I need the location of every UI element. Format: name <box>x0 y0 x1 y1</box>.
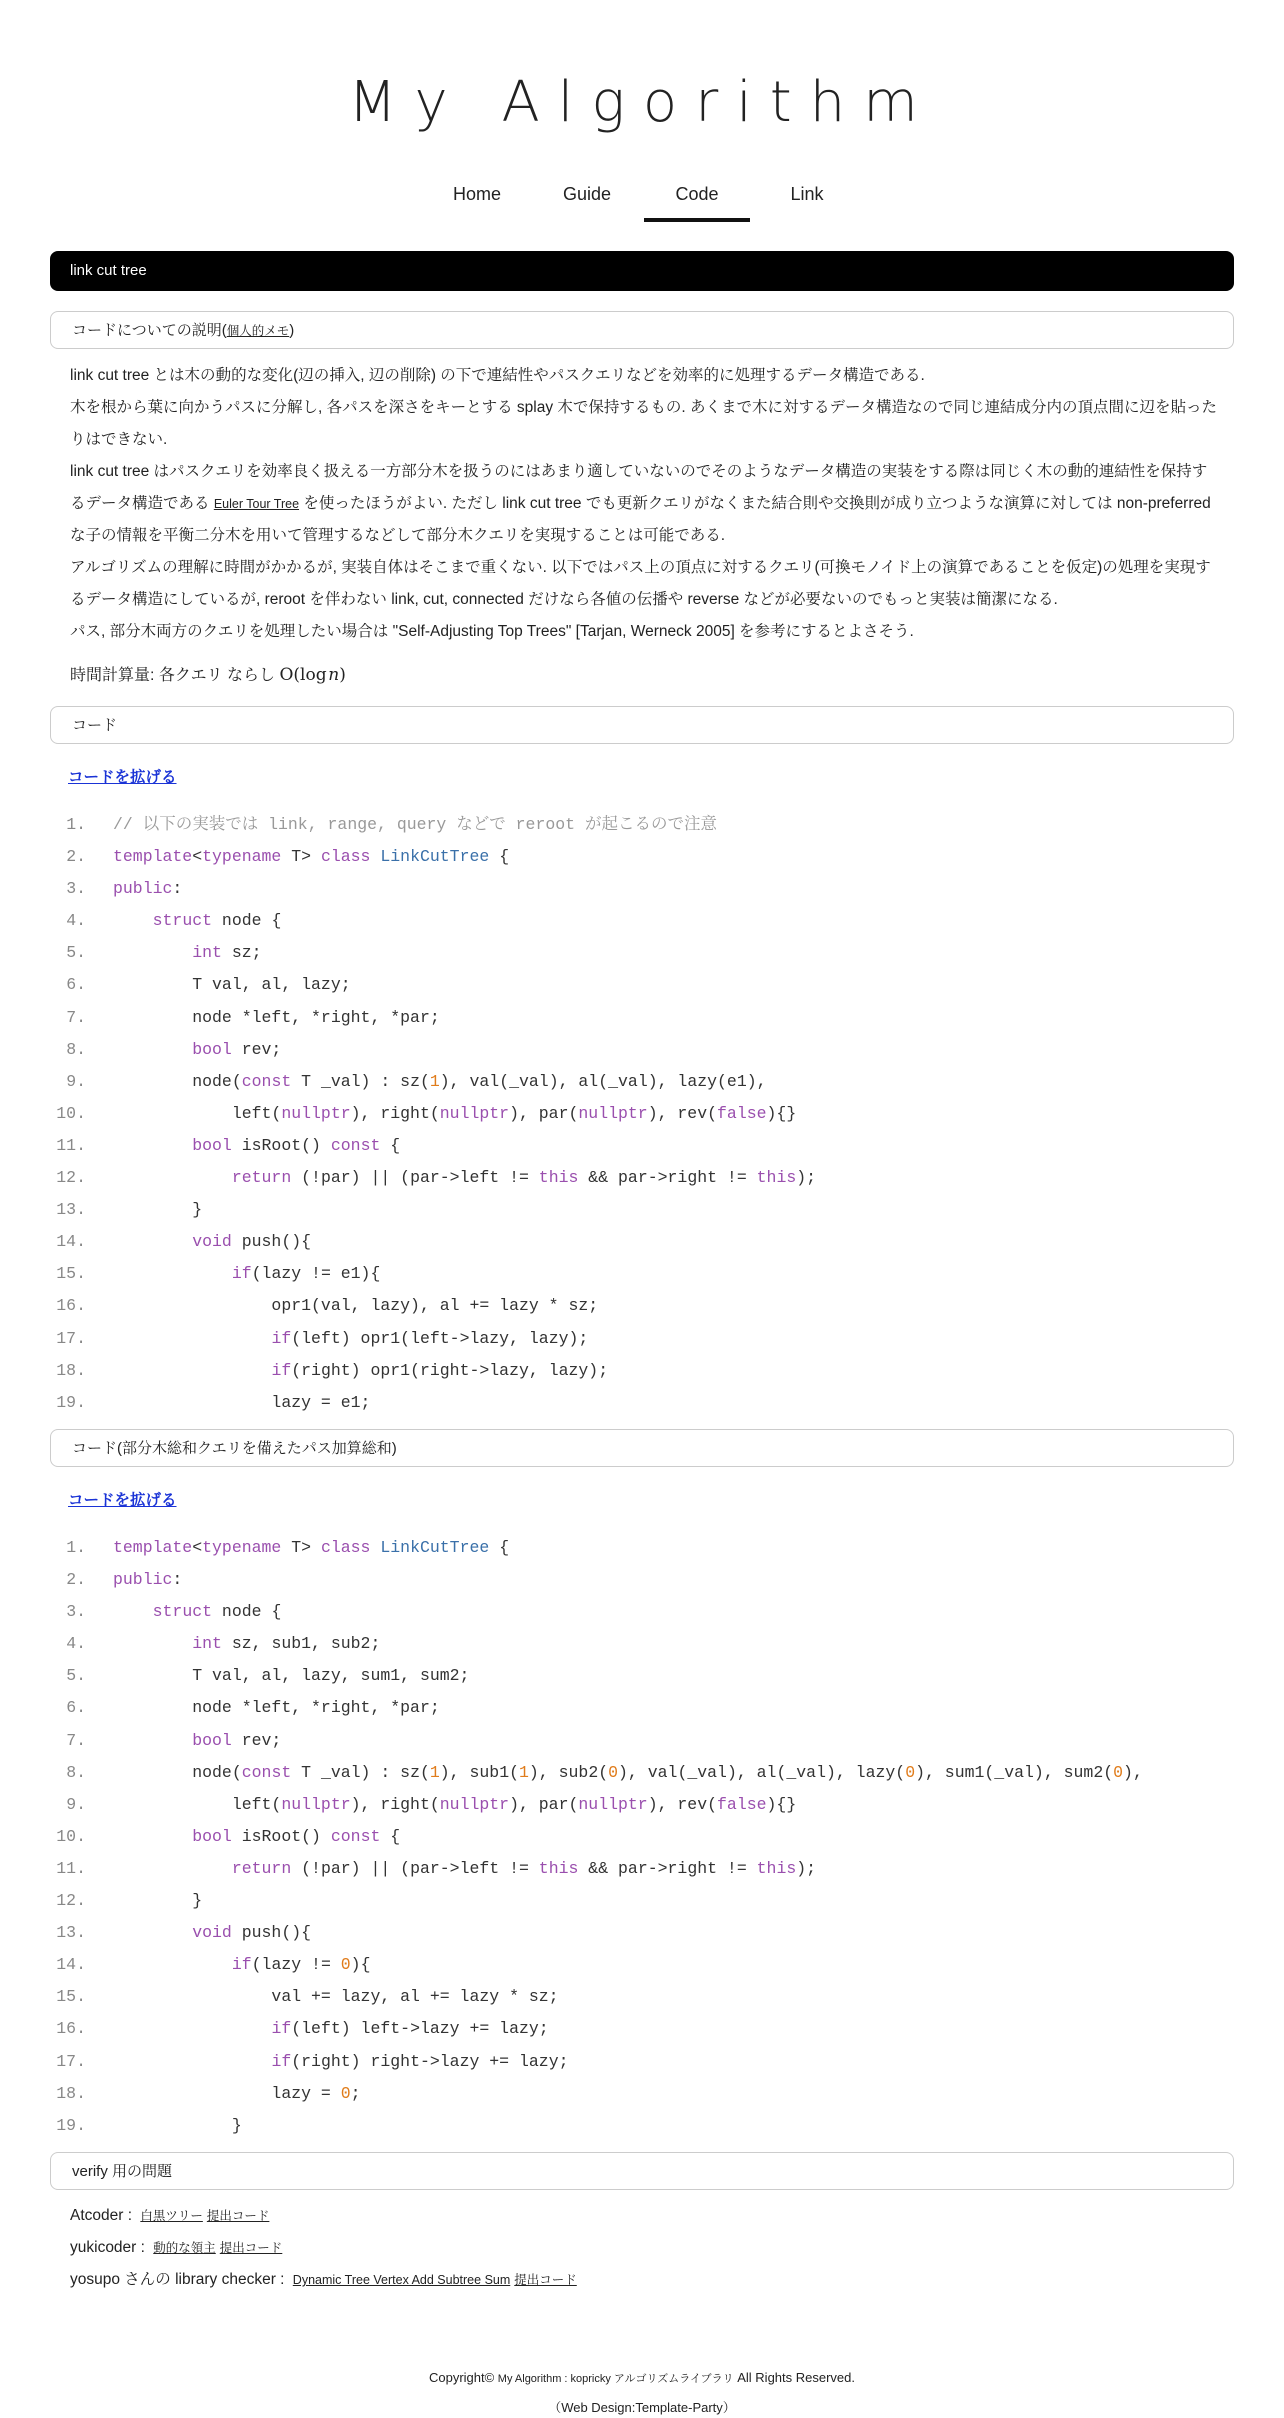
code-line <box>0 1162 1284 1194</box>
verify-header: verify 用の問題 <box>50 2152 1234 2190</box>
code-text: return (!par) || (par->left != this && par->right != this); <box>231 1858 817 1878</box>
line-number: 13. <box>56 1923 86 1943</box>
code-text: left(nullptr), right(nullptr), par(nullptr), rev(false){} <box>113 1103 797 1123</box>
code-text: bool rev; <box>192 1039 282 1059</box>
description-header <box>50 311 1234 349</box>
code-text: template<typename T> class LinkCutTree { <box>113 1538 510 1557</box>
code-text: public: <box>113 1570 183 1590</box>
line-number: 1. <box>66 1538 86 1557</box>
line-number: 5. <box>66 943 86 963</box>
verify-atcoder <box>70 2200 577 2232</box>
description-p4: アルゴリズムの理解に時間がかかるが, 実装自体はそこまで重くない. 以下ではパス上の頂点に対するクエリ(可換モノイド上の演算であることを仮定)の処理を実現するデータ構造にしているが, reroot を伴わない link, cut, connected だけなら各値の伝播や reverse などが必要ないのでもっと実装は簡潔になる. <box>70 559 1211 608</box>
code-line <box>0 905 1284 937</box>
code-text: val += lazy, al += lazy * sz; <box>113 1987 559 2007</box>
code-line <box>0 1564 1284 1596</box>
code-text: int sz; <box>192 943 262 963</box>
copyright-suffix: All Rights Reserved. <box>733 2370 856 2385</box>
code-line <box>0 873 1284 905</box>
code-header-subtree: コード(部分木総和クエリを備えたパス加算総和) <box>50 1429 1234 1467</box>
expand-code-button-1[interactable]: コードを拡げる <box>68 769 177 786</box>
footer-design: （Web Design:Template-Party） <box>548 2400 736 2415</box>
code-line <box>0 1757 1284 1789</box>
problem-link[interactable]: Dynamic Tree Vertex Add Subtree Sum <box>292 2273 511 2287</box>
code-line <box>0 841 1284 873</box>
problem-link[interactable]: 動的な領主 <box>153 2241 216 2255</box>
submission-link[interactable]: 提出コード <box>206 2209 270 2223</box>
code-line <box>0 969 1284 1001</box>
page-title: link cut tree <box>50 251 1234 291</box>
code-line <box>0 2013 1284 2045</box>
code-line <box>0 1853 1284 1885</box>
euler-tour-tree-link[interactable]: Euler Tour Tree <box>213 497 300 511</box>
description-header-suffix: ) <box>289 322 295 339</box>
code-text: } <box>113 1891 203 1911</box>
line-number: 15. <box>56 1264 86 1284</box>
line-number: 12. <box>56 1168 86 1188</box>
code-text: struct node { <box>152 911 282 931</box>
code-text: void push(){ <box>192 1232 312 1252</box>
footer-copyright <box>0 2370 1284 2386</box>
code-text: // 以下の実装では link, range, query などで reroot が起こるので注意 <box>113 815 717 834</box>
line-number: 8. <box>66 1762 86 1782</box>
code-text: opr1(val, lazy), al += lazy * sz; <box>113 1296 599 1316</box>
line-number: 8. <box>66 1039 86 1059</box>
code-text: if(right) right->lazy += lazy; <box>271 2051 569 2071</box>
verify-site: yukicoder : <box>70 2239 150 2256</box>
line-number: 11. <box>56 1858 86 1878</box>
nav-home[interactable]: Home <box>452 184 501 204</box>
code-line <box>0 1034 1284 1066</box>
complexity-label: 時間計算量: 各クエリ ならし <box>70 667 280 684</box>
description-p1: link cut tree とは木の動的な変化(辺の挿入, 辺の削除) の下で連結性やパスクエリなどを効率的に処理するデータ構造である. <box>70 367 925 384</box>
code-text: if(left) left->lazy += lazy; <box>271 2019 549 2039</box>
code-text: template<typename T> class LinkCutTree { <box>113 847 510 867</box>
code-line <box>0 1981 1284 2013</box>
description-p3 <box>70 456 1220 552</box>
code-line <box>0 1821 1284 1853</box>
code-line <box>0 1885 1284 1917</box>
code-line <box>0 1355 1284 1387</box>
code-text: if(right) opr1(right->lazy, lazy); <box>271 1360 609 1380</box>
verify-library-checker <box>70 2264 577 2296</box>
code-line <box>0 1226 1284 1258</box>
line-number: 13. <box>56 1200 86 1220</box>
code-line <box>0 2078 1284 2110</box>
code-line <box>0 1387 1284 1419</box>
verify-list <box>70 2200 577 2296</box>
line-number: 4. <box>66 911 86 931</box>
code-text: } <box>113 1200 203 1220</box>
copyright-prefix: Copyright© <box>428 2370 498 2385</box>
code-header: コード <box>50 706 1234 744</box>
code-line <box>0 1949 1284 1981</box>
code-text: node *left, *right, *par; <box>113 1007 440 1027</box>
code-text: } <box>113 2115 242 2135</box>
code-line <box>0 1789 1284 1821</box>
code-line <box>0 1660 1284 1692</box>
line-number: 1. <box>66 815 86 834</box>
description-p3-text-2: を使ったほうがよい. ただし link cut tree でも更新クエリがなくまた結合則や交換則が成り立つような演算に対しては non-preferred な子の情報を平衡二分木を用いて管理するなどして部分木クエリを実現することは可能である. <box>70 495 1211 544</box>
line-number: 16. <box>56 2019 86 2039</box>
code-line <box>0 1596 1284 1628</box>
code-text: if(left) opr1(left->lazy, lazy); <box>271 1328 589 1348</box>
code-line <box>0 1628 1284 1660</box>
personal-memo-link[interactable]: 個人的メモ <box>226 324 290 338</box>
description <box>70 360 1220 648</box>
code-line <box>0 1725 1284 1757</box>
code-line <box>0 1098 1284 1130</box>
problem-link[interactable]: 白黒ツリー <box>140 2209 203 2223</box>
line-number: 14. <box>56 1955 86 1975</box>
code-block-1 <box>0 809 1284 1419</box>
line-number: 19. <box>56 2115 86 2135</box>
code-text: bool isRoot() const { <box>192 1135 401 1155</box>
line-number: 9. <box>66 1071 86 1091</box>
description-p5: パス, 部分木両方のクエリを処理したい場合は "Self-Adjusting Top Trees" [Tarjan, Werneck 2005] を参考にするとよさそう. <box>70 623 914 640</box>
code-text: bool rev; <box>192 1730 282 1750</box>
line-number: 17. <box>56 2051 86 2071</box>
code-text: return (!par) || (par->left != this && par->right != this); <box>231 1168 817 1188</box>
code-line <box>0 2046 1284 2078</box>
line-number: 6. <box>66 975 86 995</box>
code-line <box>0 1258 1284 1290</box>
time-complexity <box>70 661 346 690</box>
code-text: node(const T _val) : sz(1), val(_val), al(_val), lazy(e1), <box>113 1071 767 1091</box>
line-number: 17. <box>56 1328 86 1348</box>
code-line <box>0 1532 1284 1564</box>
code-line <box>0 1194 1284 1226</box>
line-number: 9. <box>66 1794 86 1814</box>
description-p2: 木を根から葉に向かうパスに分解し, 各パスを深さをキーとする splay 木で保持するもの. あくまで木に対するデータ構造なので同じ連結成分内の頂点間に辺を貼ったりはできない. <box>70 399 1218 448</box>
code-text: void push(){ <box>192 1923 312 1943</box>
nav-guide[interactable]: Guide <box>562 184 612 204</box>
line-number: 14. <box>56 1232 86 1252</box>
code-line <box>0 1002 1284 1034</box>
code-text: node(const T _val) : sz(1), sub1(1), sub2(0), val(_val), al(_val), lazy(0), sum1(_val), sum2(0), <box>113 1762 1143 1782</box>
copyright-name: My Algorithm : kopricky アルゴリズムライブラリ <box>497 2373 734 2385</box>
code-text: public: <box>113 879 183 899</box>
code-line <box>0 2110 1284 2142</box>
line-number: 6. <box>66 1698 86 1718</box>
site-title: My Algorithm <box>348 70 936 135</box>
submission-link[interactable]: 提出コード <box>514 2273 577 2287</box>
line-number: 4. <box>66 1634 86 1654</box>
nav-link[interactable]: Link <box>790 184 824 204</box>
code-text: T val, al, lazy; <box>113 975 351 995</box>
code-line <box>0 1917 1284 1949</box>
line-number: 3. <box>66 1602 86 1622</box>
line-number: 7. <box>66 1730 86 1750</box>
line-number: 5. <box>66 1666 86 1686</box>
code-line <box>0 1290 1284 1322</box>
line-number: 19. <box>56 1392 86 1412</box>
code-text: left(nullptr), right(nullptr), par(nullptr), rev(false){} <box>113 1794 797 1814</box>
code-text: T val, al, lazy, sum1, sum2; <box>113 1666 470 1686</box>
line-number: 18. <box>56 1360 86 1380</box>
main-nav <box>0 170 1284 218</box>
line-number: 2. <box>66 847 86 867</box>
description-header-prefix: コードについての説明( <box>72 322 227 339</box>
code-text: int sz, sub1, sub2; <box>192 1634 381 1654</box>
code-text: node *left, *right, *par; <box>113 1698 440 1718</box>
code-text: struct node { <box>152 1602 282 1622</box>
code-line <box>0 937 1284 969</box>
line-number: 18. <box>56 2083 86 2103</box>
line-number: 15. <box>56 1987 86 2007</box>
line-number: 10. <box>56 1826 86 1846</box>
line-number: 12. <box>56 1891 86 1911</box>
code-line <box>0 1323 1284 1355</box>
code-text: bool isRoot() const { <box>192 1826 401 1846</box>
line-number: 3. <box>66 879 86 899</box>
code-line <box>0 1066 1284 1098</box>
code-line <box>0 809 1284 841</box>
line-number: 16. <box>56 1296 86 1316</box>
code-block-2 <box>0 1532 1284 2142</box>
nav-code[interactable]: Code <box>642 170 752 218</box>
code-line <box>0 1130 1284 1162</box>
complexity-formula: O(log n) <box>279 665 346 685</box>
expand-code-button-2[interactable]: コードを拡げる <box>68 1492 177 1509</box>
line-number: 10. <box>56 1103 86 1123</box>
verify-site: Atcoder : <box>70 2207 137 2224</box>
code-text: lazy = e1; <box>113 1392 371 1412</box>
line-number: 11. <box>56 1135 86 1155</box>
code-text: lazy = 0; <box>113 2083 361 2103</box>
line-number: 2. <box>66 1570 86 1590</box>
submission-link[interactable]: 提出コード <box>219 2241 283 2255</box>
verify-yukicoder <box>70 2232 577 2264</box>
code-line <box>0 1692 1284 1724</box>
verify-site: yosupo さんの library checker : <box>70 2271 289 2288</box>
description-p3-text: link cut tree はパスクエリを効率良く扱える一方部分木を扱うのにはあまり適していないのでそのようなデータ構造の実装をする際は同じく木の動的連結性を保持するデータ構造である <box>70 463 1208 512</box>
line-number: 7. <box>66 1007 86 1027</box>
code-text: if(lazy != e1){ <box>231 1264 381 1284</box>
code-text: if(lazy != 0){ <box>231 1955 371 1975</box>
